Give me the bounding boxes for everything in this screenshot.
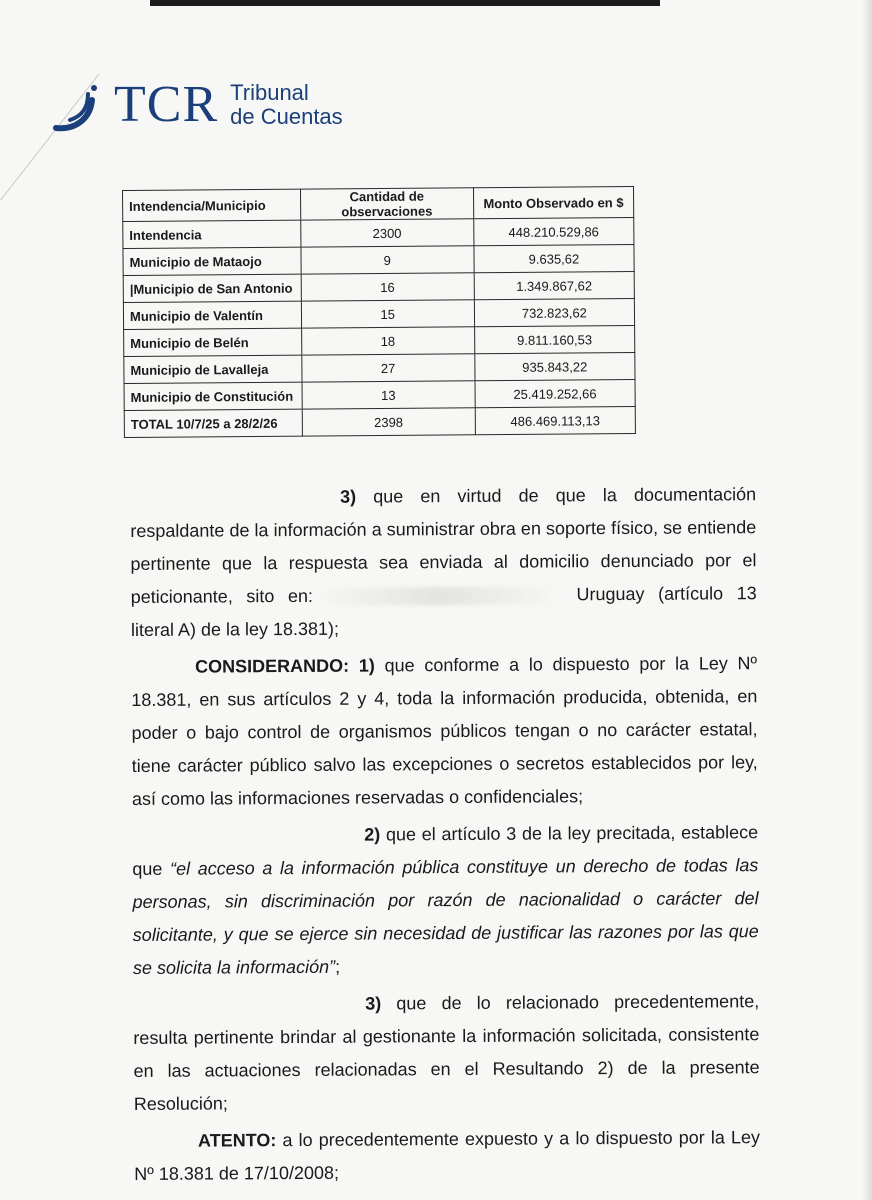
row-name: |Municipio de San Antonio bbox=[123, 274, 301, 302]
atento-label: ATENTO: bbox=[197, 1130, 277, 1151]
resolution-body bbox=[130, 478, 760, 1193]
row-amount: 486.469.113,13 bbox=[475, 406, 635, 434]
row-count: 9 bbox=[301, 246, 474, 274]
table-header-row bbox=[123, 186, 634, 221]
logo-abbreviation: TCR bbox=[114, 76, 219, 133]
item-number: 1) bbox=[358, 655, 375, 676]
row-count: 18 bbox=[301, 327, 474, 355]
observations-table bbox=[122, 186, 636, 438]
law-quote: “el acceso a la información pública constituye un derecho de todas las personas, sin discriminación por razón de nacionalidad o carácter del solicitante, y que se ejerce sin necesidad de justificar las razones por las que se solicita la información” bbox=[132, 855, 759, 978]
row-amount: 448.210.529,86 bbox=[473, 217, 633, 245]
column-header-cantidad: Cantidad de observaciones bbox=[300, 188, 473, 220]
table-row bbox=[124, 352, 635, 383]
logo-arc-icon bbox=[52, 70, 104, 140]
considerando-1-paragraph bbox=[131, 647, 758, 816]
paragraph-text: a lo precedentemente expuesto y a lo dispuesto por la Ley Nº 18.381 de 17/10/2008; bbox=[134, 1127, 761, 1184]
row-count: 2398 bbox=[302, 408, 475, 436]
tcr-logo bbox=[52, 70, 343, 140]
row-name: TOTAL 10/7/25 a 28/2/26 bbox=[124, 409, 302, 437]
resultando-3-paragraph bbox=[130, 478, 757, 647]
paragraph-text: que en virtud de que la documentación respaldante de la información a suministrar obra en soporte físico, se entiende pertinente que la respuesta sea enviada al domicilio denunciado por el peticionante, sito en: bbox=[130, 484, 757, 607]
row-name: Municipio de Constitución bbox=[124, 382, 302, 410]
row-amount: 9.635,62 bbox=[474, 244, 634, 272]
row-count: 15 bbox=[301, 300, 474, 328]
paragraph-text: que de lo relacionado precedentemente, resulta pertinente brindar al gestionante la información solicitada, consistente en las actuaciones relacionadas en el Resultando 2) de la presente Resolución; bbox=[133, 991, 760, 1114]
row-name: Intendencia bbox=[123, 220, 301, 248]
redacted-address bbox=[313, 587, 563, 607]
item-number: 3) bbox=[365, 993, 382, 1014]
considerando-3-paragraph bbox=[133, 985, 760, 1121]
page-edge bbox=[862, 0, 872, 1200]
row-count: 16 bbox=[301, 273, 474, 301]
row-name: Municipio de Lavalleja bbox=[124, 355, 302, 383]
row-count: 13 bbox=[302, 381, 475, 409]
table-row bbox=[124, 325, 635, 356]
row-amount: 25.419.252,66 bbox=[475, 379, 635, 407]
row-amount: 935.843,22 bbox=[475, 352, 635, 380]
item-number: 2) bbox=[364, 824, 381, 845]
logo-name-line1: Tribunal bbox=[230, 80, 309, 105]
item-number: 3) bbox=[340, 486, 357, 507]
row-amount: 732.823,62 bbox=[474, 298, 634, 326]
column-header-municipio: Intendencia/Municipio bbox=[123, 189, 301, 221]
logo-name bbox=[230, 81, 343, 129]
row-count: 2300 bbox=[300, 219, 473, 247]
row-amount: 1.349.867,62 bbox=[474, 271, 634, 299]
logo-name-line2: de Cuentas bbox=[230, 104, 343, 129]
table-row bbox=[123, 244, 634, 275]
table-row bbox=[123, 271, 634, 302]
row-amount: 9.811.160,53 bbox=[474, 325, 634, 353]
paragraph-text: ; bbox=[334, 956, 341, 977]
paragraph-text: que conforme a lo dispuesto por la Ley Nº 18.381, en sus artículos 2 y 4, toda la información producida, obtenida, en poder o bajo control de organismos públicos tengan o no carácter estatal, tiene carácter público salvo las excepciones o secretos establecidos por ley, así como las informaciones reservadas o confidenciales; bbox=[131, 653, 758, 809]
row-name: Municipio de Mataojo bbox=[123, 247, 301, 275]
table-row bbox=[123, 217, 634, 248]
row-name: Municipio de Belén bbox=[124, 328, 302, 356]
table-total-row bbox=[124, 406, 635, 437]
paragraph-text: que el artículo 3 de la ley precitada, establece que bbox=[132, 822, 759, 879]
paragraph-text: Uruguay (artículo 13 literal A) de la ley 18.381); bbox=[130, 583, 757, 640]
table-row bbox=[124, 379, 635, 410]
considerando-label: CONSIDERANDO: bbox=[195, 655, 350, 677]
column-header-monto: Monto Observado en $ bbox=[473, 186, 634, 218]
row-count: 27 bbox=[301, 354, 474, 382]
table-row bbox=[123, 298, 634, 329]
scan-shadow bbox=[150, 0, 660, 6]
atento-paragraph bbox=[134, 1121, 760, 1191]
considerando-2-paragraph bbox=[132, 816, 759, 985]
row-name: Municipio de Valentín bbox=[123, 301, 301, 329]
